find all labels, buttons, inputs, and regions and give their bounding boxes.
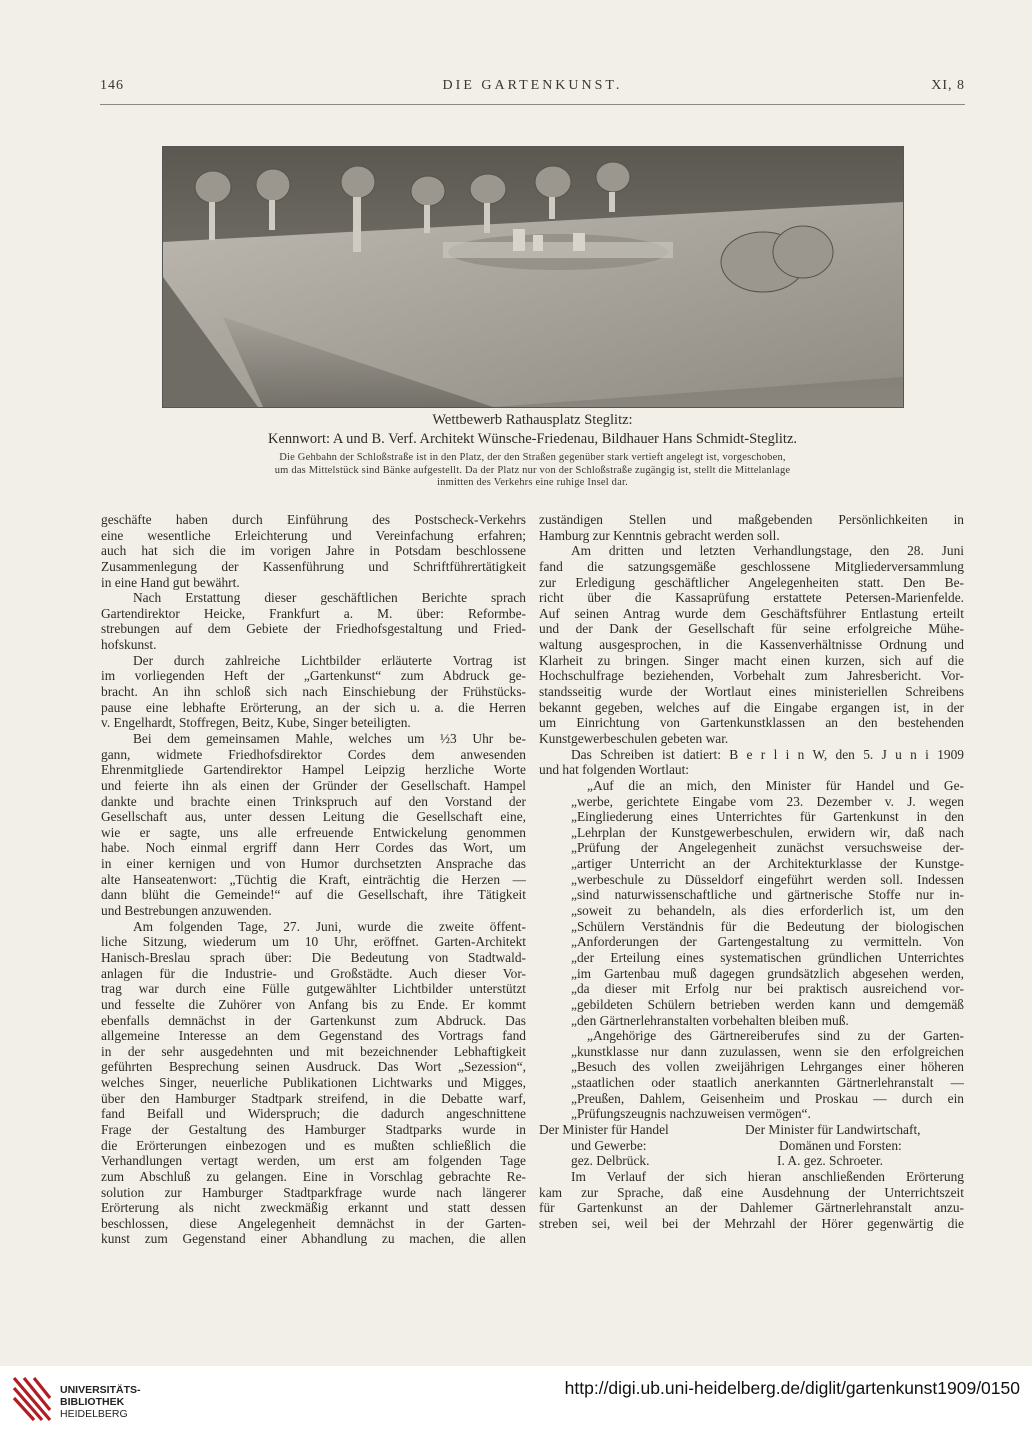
signature-right-name: I. A. gez. Schroeter. xyxy=(777,1153,883,1169)
text-line: Das Schreiben ist datiert: B e r l i n W, den 5. J u n i 1909 xyxy=(571,746,964,762)
text-line: bekannt gegeben, welches auf die Eingabe ergangen ist, in der xyxy=(539,699,964,715)
text-line: „Auf die an mich, den Minister für Handel und Ge- xyxy=(587,777,964,793)
text-line: „Preußen, Dahlem, Geisenheim und Proskau — durch ein xyxy=(571,1090,964,1106)
right-text-column xyxy=(539,512,964,1232)
text-line: „da dieser mit Erfolg nur bei praktisch ausreichend vor- xyxy=(571,981,964,997)
text-line: um Einrichtung von Gartenkunstklassen an den bestehenden xyxy=(539,715,964,731)
text-line: „gebildeten Schülern betrieben werden kann und demgemäß xyxy=(571,996,964,1012)
right-column-text xyxy=(539,512,964,1122)
journal-title: DIE GARTENKUNST. xyxy=(442,78,623,93)
text-line: solution zur Hamburger Stadtparkfrage wurde nach längerer xyxy=(101,1184,526,1200)
text-line: in eine Hand gut bewährt. xyxy=(101,574,240,590)
right-column-continuation xyxy=(539,1169,964,1232)
text-line: „staatlichen oder staatlich anerkannten Gärtnerlehranstalt — xyxy=(571,1075,964,1091)
text-line: dann blüht die Gemeinde!“ auf die Gesellschaft, ihre Tätigkeit xyxy=(101,887,526,903)
text-line: hofskunst. xyxy=(101,637,157,653)
text-line: in einer kernigen und von Humor durchsetzten Ansprache das xyxy=(101,856,526,872)
library-name-line: UNIVERSITÄTS- xyxy=(60,1384,141,1396)
figure-caption xyxy=(100,411,965,449)
signature-right-title: Der Minister für Landwirtschaft, xyxy=(745,1121,921,1137)
text-line: „Anforderungen der Gartengestaltung zu vermitteln. Von xyxy=(571,934,964,950)
library-name-line: HEIDELBERG xyxy=(60,1408,128,1420)
library-logo-icon xyxy=(10,1374,54,1424)
text-line: dankte und brachte einen Trinkspruch auf den Vorstand der xyxy=(101,793,526,809)
caption-line: Wettbewerb Rathausplatz Steglitz: xyxy=(432,412,633,428)
text-line: fand Beifall und Widerspruch; die dadurch angeschnittene xyxy=(101,1106,526,1122)
text-line: bracht. An ihn schloß sich nach Einschiebung der Frühstücks- xyxy=(101,684,526,700)
text-line: und fesselte die Zuhörer von Anfang bis zu Ende. Er kommt xyxy=(101,996,526,1012)
text-line: „werbe, gerichtete Eingabe vom 23. Dezember v. J. wegen xyxy=(571,793,964,809)
library-name xyxy=(60,1384,141,1420)
text-line: „artiger Unterricht an der Architekturklasse der Kunstge- xyxy=(571,856,964,872)
text-line: „Lehrplan der Kunstgewerbeschulen, erwidern wir, daß nach xyxy=(571,824,964,840)
text-line: in der sehr ausgedehnten und mit bezeichnender Lebhaftigkeit xyxy=(101,1043,526,1059)
text-line: Hochschulfrage beziehenden, Vorbehalt zum Jahresbericht. Vor- xyxy=(539,668,964,684)
text-line: Zusammenlegung der Kassenführung und Schriftführertätigkeit xyxy=(101,558,526,574)
text-line: Am folgenden Tage, 27. Juni, wurde die zweite öffent- xyxy=(133,918,526,934)
signature-left-title: Der Minister für Handel xyxy=(539,1121,669,1137)
text-line: pause eine lebhafte Erörterung, an der sich u. a. die Herren xyxy=(101,699,526,715)
signature-left-name: gez. Delbrück. xyxy=(571,1153,650,1169)
text-line: trag war durch eine Fülle gutgewählter Lichtbilder unterstützt xyxy=(101,981,526,997)
text-line: Hanisch-Breslau sprach über: Die Bedeutung von Stadtwald- xyxy=(101,949,526,965)
header-rule xyxy=(100,104,965,105)
text-line: streben sei, weil bei der Mehrzahl der Hörer gegenwärtig die xyxy=(539,1215,964,1231)
note-line: inmitten des Verkehrs eine ruhige Insel dar. xyxy=(437,477,628,488)
text-line: für Gartenkunst an der Dahlemer Gärtnerlehranstalt anzu- xyxy=(539,1200,964,1216)
text-line: „im Gartenbau muß dagegen grundsätzlich abgesehen werden, xyxy=(571,965,964,981)
text-line: waltung ausgesprochen, in die Kassenverhältnisse Ordnung und xyxy=(539,637,964,653)
text-line: „Eingliederung eines Unterrichtes für Gartenkunst in den xyxy=(571,809,964,825)
library-name-line: BIBLIOTHEK xyxy=(60,1396,125,1408)
text-line: über den Hamburger Stadtpark streifend, in die Debatte warf, xyxy=(101,1090,526,1106)
text-line: alte Hanseatenwort: „Tüchtig die Kraft, einträchtig die Herzen — xyxy=(101,871,526,887)
text-line: Gartendirektor Heicke, Frankfurt a. M. über: Reformbe- xyxy=(101,605,526,621)
text-line: „Angehörige des Gärtnereiberufes sind zu der Garten- xyxy=(587,1028,964,1044)
text-line: die Erörterungen einbezogen und es mußten schließlich die xyxy=(101,1137,526,1153)
left-text-column xyxy=(101,512,526,1247)
volume-number: XI, 8 xyxy=(931,78,965,93)
note-line: um das Mittelstück sind Bänke aufgestellt. Da der Platz nur von der Schloßstraße zugängig ist, stellt die Mittelanlage xyxy=(274,464,791,476)
text-line: auch hat sich die im vorigen Jahre in Potsdam beschlossene xyxy=(101,543,526,559)
model-photograph xyxy=(162,146,904,408)
text-line: Der durch zahlreiche Lichtbilder erläuterte Vortrag ist xyxy=(133,652,526,668)
text-line: Verhandlungen vertagt werden, um erst am folgenden Tage xyxy=(101,1153,526,1169)
text-line: „kunstklasse nur dann zuzulassen, wenn sie den erfolgreichen xyxy=(571,1043,964,1059)
text-line: Bei dem gemeinsamen Mahle, welches um ½3 Uhr be- xyxy=(133,730,526,746)
text-line: Am dritten und letzten Verhandlungstage, den 28. Juni xyxy=(571,543,964,559)
text-line: zur Erledigung geschäftlicher Angelegenheiten statt. Den Be- xyxy=(539,574,964,590)
text-line: „sind naturwissenschaftliche und gärtnerische Stoffe nur in- xyxy=(571,887,964,903)
text-line: liche Sitzung, wiederum um 10 Uhr, eröffnet. Garten-Architekt xyxy=(101,934,526,950)
text-line: im vorliegenden Heft der „Gartenkunst“ zum Abdruck ge- xyxy=(101,668,526,684)
text-line: „Besuch des vollen zweijährigen Lehrganges einer höheren xyxy=(571,1059,964,1075)
text-line: Hamburg zur Kenntnis gebracht werden soll. xyxy=(539,527,780,543)
text-line: Ehrenmitgliede Gartendirektor Hampel Leipzig herzliche Worte xyxy=(101,762,526,778)
text-line: „den Gärtnerlehranstalten vorbehalten bleiben muß. xyxy=(571,1012,849,1028)
text-line: Auf seinen Antrag wurde dem Geschäftsführer Entlastung erteilt xyxy=(539,605,964,621)
text-line: v. Engelhardt, Stoffregen, Beitz, Kube, Singer beteiligten. xyxy=(101,715,411,731)
signature-block xyxy=(539,1122,964,1169)
text-line: eine wesentliche Erleichterung und Vereinfachung erfahren; xyxy=(101,527,526,543)
text-line: Kunstgewerbeschulen gebeten war. xyxy=(539,730,729,746)
page-number: 146 xyxy=(100,78,124,93)
text-line: beschlossen, diese Angelegenheit demnächst in der Garten- xyxy=(101,1215,526,1231)
text-line: kam zur Sprache, daß eine Ausdehnung der Unterrichtszeit xyxy=(539,1184,964,1200)
text-line: „Prüfungszeugnis nachzuweisen vermögen“. xyxy=(571,1106,811,1122)
text-line: und Bestrebungen anzuwenden. xyxy=(101,903,272,919)
text-line: strebungen auf dem Gebiete der Friedhofsgestaltung und Fried- xyxy=(101,621,526,637)
text-line: „Prüfung der Angelegenheit zunächst versuchsweise der- xyxy=(571,840,964,856)
text-line: Klarheit zu bringen. Singer macht einen kurzen, sich auf die xyxy=(539,652,964,668)
text-line: zum Abschluß zu gelangen. Eine in Vorschlag gebrachte Re- xyxy=(101,1168,526,1184)
text-line: zuständigen Stellen und maßgebenden Persönlichkeiten in xyxy=(539,512,964,527)
signature-left-subtitle: und Gewerbe: xyxy=(571,1137,647,1153)
text-line: und hat folgenden Wortlaut: xyxy=(539,762,690,778)
text-line: Frage der Gestaltung des Hamburger Stadtparks wurde in xyxy=(101,1121,526,1137)
text-line: ebenfalls demnächst in der Gartenkunst zum Abdruck. Das xyxy=(101,1012,526,1028)
text-line: und feierte ihn als einen der Gründer der Gesellschaft. Hampel xyxy=(101,777,526,793)
text-line: anlagen für die Industrie- und Großstädte. Auch dieser Vor- xyxy=(101,965,526,981)
text-line: kunst zum Gegenstand einer Abhandlung zu machen, die allen xyxy=(101,1231,526,1247)
text-line: wie er sagte, uns alle erfreuende Entwickelung genommen xyxy=(101,824,526,840)
text-line: Gesellschaft aus, unter dessen Leitung die Gesellschaft eine, xyxy=(101,809,526,825)
text-line: „Schülern Verständnis für die Bedeutung der biologischen xyxy=(571,918,964,934)
text-line: „werbeschule zu Düsseldorf eingeführt werden soll. Indessen xyxy=(571,871,964,887)
text-line: standsseitig wurde der Wortlaut eines ministeriellen Schreibens xyxy=(539,684,964,700)
text-line: welches Singer, neuerliche Publikationen Lichtwarks und Migges, xyxy=(101,1075,526,1091)
text-line: „der Erteilung eines systematischen gründlichen Unterrichtes xyxy=(571,949,964,965)
text-line: Erörterung als nicht zweckmäßig erkannt und statt dessen xyxy=(101,1200,526,1216)
footer-bar xyxy=(0,1366,1032,1439)
figure-note xyxy=(150,452,915,490)
caption-line: Kennwort: A und B. Verf. Architekt Wünsche-Friedenau, Bildhauer Hans Schmidt-Steglitz. xyxy=(267,431,798,447)
source-url[interactable]: http://digi.ub.uni-heidelberg.de/diglit/gartenkunst1909/0150 xyxy=(564,1378,1020,1398)
text-line: habe. Noch einmal ergriff dann Herr Cordes das Wort, um xyxy=(101,840,526,856)
text-line: Im Verlauf der sich hieran anschließenden Erörterung xyxy=(571,1168,964,1184)
text-line: gann, widmete Friedhofsdirektor Cordes dem anwesenden xyxy=(101,746,526,762)
page-header xyxy=(100,78,965,98)
text-line: allgemeine Interesse an dem Gegenstand des Vortrags fand xyxy=(101,1028,526,1044)
text-line: Nach Erstattung dieser geschäftlichen Berichte sprach xyxy=(133,590,526,606)
text-line: geführten Besprechung seinen Ausdruck. Das Wort „Sezession“, xyxy=(101,1059,526,1075)
signature-right-subtitle: Domänen und Forsten: xyxy=(779,1137,902,1153)
text-line: geschäfte haben durch Einführung des Postscheck-Verkehrs xyxy=(101,512,526,527)
note-line: Die Gehbahn der Schloßstraße ist in den Platz, der den Straßen gegenüber stark vertieft angelegt ist, vorgeschoben, xyxy=(279,452,786,463)
text-line: richt über die Kassaprüfung erstattete Petersen-Marienfelde. xyxy=(539,590,964,606)
text-line: „soweit zu behandeln, als dies erforderlich ist, um den xyxy=(571,903,964,919)
text-line: fand die satzungsgemäße geschlossene Mitgliederversammlung xyxy=(539,558,964,574)
text-line: und der Dank der Gesellschaft für seine erfolgreiche Mühe- xyxy=(539,621,964,637)
